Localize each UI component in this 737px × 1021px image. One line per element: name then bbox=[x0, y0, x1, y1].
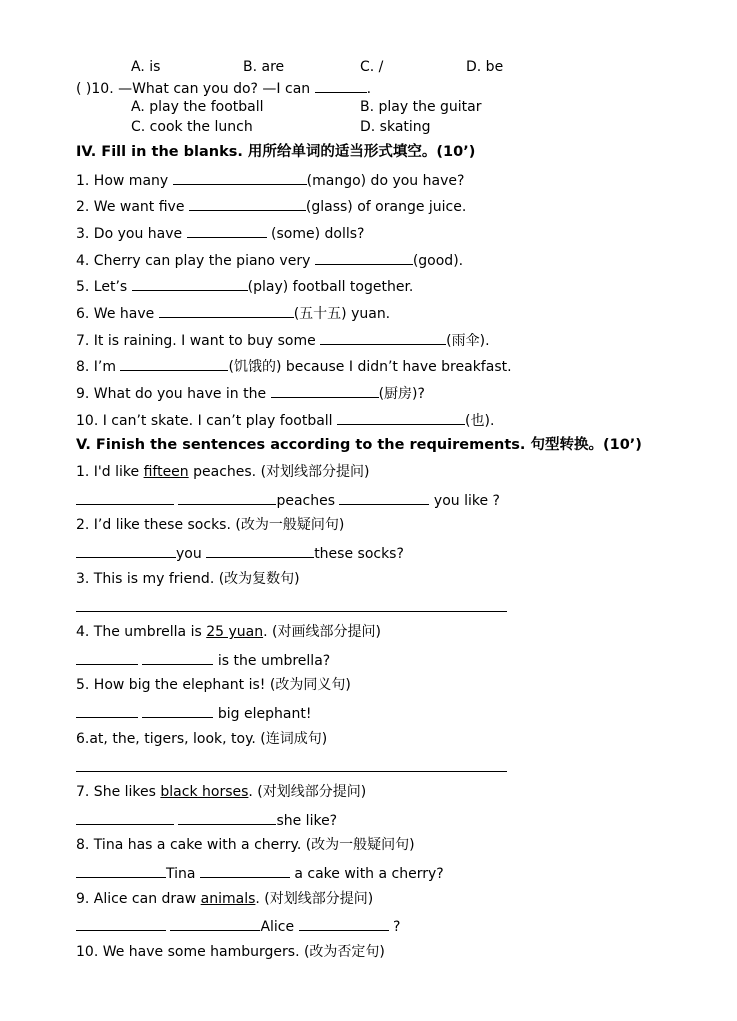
answer-blank[interactable] bbox=[120, 356, 228, 371]
question-stem: 10. —What can you do? —I can bbox=[91, 81, 311, 97]
fill-item-10: 10. I can’t skate. I can’t play football (也). bbox=[76, 410, 494, 430]
answer-blank[interactable] bbox=[76, 916, 166, 931]
answer-blank[interactable] bbox=[315, 78, 367, 93]
fill-item-2: 2. We want five (glass) of orange juice. bbox=[76, 196, 466, 216]
section-4-title: IV. Fill in the blanks. 用所给单词的适当形式填空。(10’) bbox=[76, 144, 476, 160]
answer-blank[interactable] bbox=[142, 650, 213, 665]
option-b: B. are bbox=[243, 59, 285, 75]
answer-blank[interactable] bbox=[76, 543, 176, 558]
fill-item-7: 7. It is raining. I want to buy some (雨伞). bbox=[76, 330, 490, 350]
answer-blank[interactable] bbox=[189, 196, 306, 211]
option-a: A. is bbox=[131, 59, 161, 75]
underlined-word: 25 yuan bbox=[206, 624, 264, 640]
option-a: A. play the football bbox=[131, 99, 264, 115]
rewrite-q1: 1. I'd like fifteen peaches. (对划线部分提问) bbox=[76, 464, 370, 480]
rewrite-q6: 6.at, the, tigers, look, toy. (连词成句) bbox=[76, 731, 328, 747]
rewrite-a2: you these socks? bbox=[76, 543, 404, 563]
answer-blank[interactable] bbox=[142, 703, 213, 718]
underlined-word: animals bbox=[200, 891, 256, 907]
option-d: D. skating bbox=[360, 119, 431, 135]
answer-blank[interactable] bbox=[178, 810, 276, 825]
fill-item-6: 6. We have (五十五) yuan. bbox=[76, 303, 390, 323]
answer-blank[interactable] bbox=[132, 276, 248, 291]
fill-item-1: 1. How many (mango) do you have? bbox=[76, 170, 464, 190]
option-c: C. cook the lunch bbox=[131, 119, 253, 135]
answer-blank[interactable] bbox=[76, 650, 138, 665]
rewrite-a1: peaches you like ? bbox=[76, 490, 500, 510]
answer-blank[interactable] bbox=[170, 916, 260, 931]
answer-blank[interactable] bbox=[76, 863, 166, 878]
rewrite-q3: 3. This is my friend. (改为复数句) bbox=[76, 571, 300, 587]
rewrite-a5: big elephant! bbox=[76, 703, 311, 723]
option-c: C. / bbox=[360, 59, 384, 75]
rewrite-q5: 5. How big the elephant is! (改为同义句) bbox=[76, 677, 351, 693]
answer-blank[interactable] bbox=[76, 810, 174, 825]
underlined-word: black horses bbox=[160, 784, 249, 800]
rewrite-q10: 10. We have some hamburgers. (改为否定句) bbox=[76, 944, 385, 960]
rewrite-q4: 4. The umbrella is 25 yuan. (对画线部分提问) bbox=[76, 624, 381, 640]
rewrite-a4: is the umbrella? bbox=[76, 650, 330, 670]
answer-blank[interactable] bbox=[76, 490, 174, 505]
answer-blank[interactable] bbox=[315, 250, 413, 265]
answer-paren: ( ) bbox=[76, 81, 92, 97]
rewrite-a7: she like? bbox=[76, 810, 337, 830]
answer-blank[interactable] bbox=[178, 490, 276, 505]
rewrite-q9: 9. Alice can draw animals. (对划线部分提问) bbox=[76, 891, 374, 907]
rewrite-q2: 2. I’d like these socks. (改为一般疑问句) bbox=[76, 517, 345, 533]
question-10: ( )10. —What can you do? —I can . bbox=[76, 78, 371, 98]
answer-blank[interactable] bbox=[200, 863, 290, 878]
answer-blank[interactable] bbox=[206, 543, 314, 558]
answer-blank[interactable] bbox=[320, 330, 446, 345]
answer-blank[interactable] bbox=[159, 303, 294, 318]
section-5-title: V. Finish the sentences according to the requirements. 句型转换。(10’) bbox=[76, 437, 642, 453]
rewrite-q7: 7. She likes black horses. (对划线部分提问) bbox=[76, 784, 367, 800]
underlined-word: fifteen bbox=[143, 464, 189, 480]
rewrite-a8: Tina a cake with a cherry? bbox=[76, 863, 444, 883]
option-b: B. play the guitar bbox=[360, 99, 482, 115]
rewrite-a9: Alice ? bbox=[76, 916, 400, 936]
fill-item-9: 9. What do you have in the (厨房)? bbox=[76, 383, 425, 403]
option-d: D. be bbox=[466, 59, 504, 75]
answer-blank[interactable] bbox=[187, 223, 267, 238]
answer-blank[interactable] bbox=[271, 383, 379, 398]
answer-blank[interactable] bbox=[173, 170, 307, 185]
answer-blank[interactable] bbox=[299, 916, 389, 931]
fill-item-8: 8. I’m (饥饿的) because I didn’t have breakfast. bbox=[76, 356, 512, 376]
fill-item-3: 3. Do you have (some) dolls? bbox=[76, 223, 364, 243]
fill-item-4: 4. Cherry can play the piano very (good). bbox=[76, 250, 463, 270]
answer-line[interactable] bbox=[76, 771, 507, 772]
answer-line[interactable] bbox=[76, 611, 507, 612]
answer-blank[interactable] bbox=[337, 410, 465, 425]
answer-blank[interactable] bbox=[339, 490, 429, 505]
rewrite-q8: 8. Tina has a cake with a cherry. (改为一般疑问句) bbox=[76, 837, 415, 853]
answer-blank[interactable] bbox=[76, 703, 138, 718]
fill-item-5: 5. Let’s (play) football together. bbox=[76, 276, 413, 296]
